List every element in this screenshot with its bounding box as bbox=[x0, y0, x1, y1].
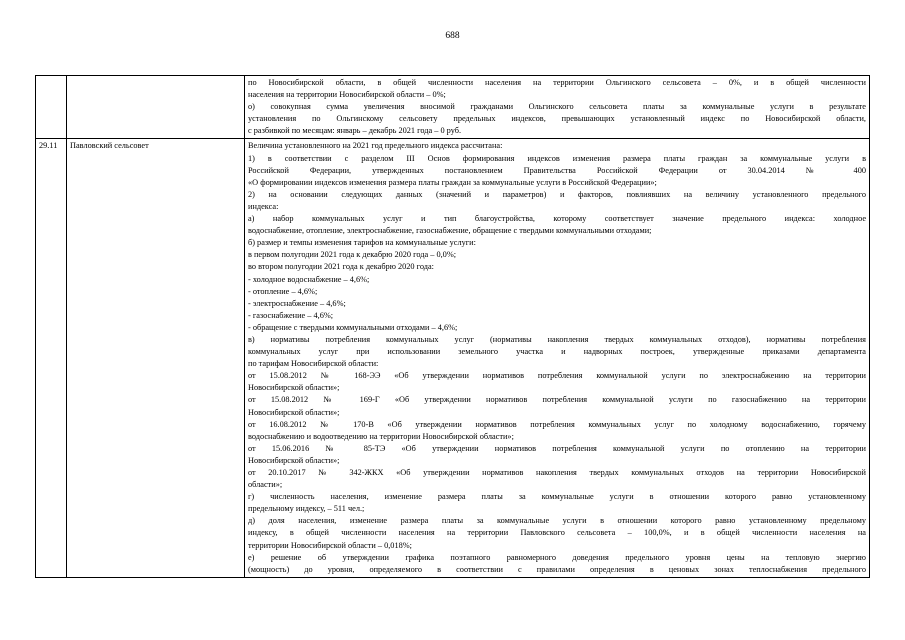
text-line: во втором полугодии 2021 года к декабрю 2020 года: bbox=[248, 262, 434, 272]
text-line: от 20.10.2017 № 342-ЖКХ «Об утверждении нормативов накопления твердых коммунальных отходов на территории Новосибирской bbox=[248, 468, 866, 477]
text-line: г) численность населения, изменение размера платы за коммунальные услуги в отношении которого равно установленному bbox=[248, 492, 866, 502]
text-line: территории Новосибирской области – 0,018%; bbox=[248, 540, 412, 550]
table-row bbox=[36, 76, 870, 139]
text-line: «О формировании индексов изменения размера платы граждан за коммунальные услуги в Российской Федерации»; bbox=[248, 177, 657, 187]
text-line: Новосибирской области»; bbox=[248, 383, 340, 393]
text-line: индекса: bbox=[248, 201, 279, 211]
text-line: водоснабжение, отопление, электроснабжение, газоснабжение, обращение с твердыми коммунальными отходами; bbox=[248, 226, 652, 236]
text-line: от 16.08.2012 № 170-В «Об утверждении нормативов потребления коммунальных услуг по холодному водоснабжению, горячему bbox=[248, 419, 866, 429]
text-line: а) набор коммунальных услуг и тип благоустройства, которому соответствует значение предельного индекса: холодное bbox=[248, 214, 866, 224]
text-line: Новосибирской области»; bbox=[248, 455, 340, 465]
text-line: по тарифам Новосибирской области: bbox=[248, 359, 379, 369]
text-line: о) совокупная сумма увеличения вносимой гражданами Ольгинского сельсовета платы за коммунальные услуги в результате bbox=[248, 102, 866, 112]
description-cell bbox=[245, 139, 870, 577]
text-line: (мощность) до уровня, определяемого в соответствии с правилами определения в ценовых зонах теплоснабжения предельного bbox=[248, 564, 866, 574]
document-table bbox=[35, 75, 870, 578]
text-line: предельному индексу, – 511 чел.; bbox=[248, 504, 365, 514]
text-line: Российской Федерации, утвержденных постановлением Правительства Российской Федерации от 30.04.2014 № 400 bbox=[248, 165, 866, 175]
text-line: б) размер и темпы изменения тарифов на коммунальные услуги: bbox=[248, 238, 476, 248]
text-line: - газоснабжение – 4,6%; bbox=[248, 310, 334, 320]
text-line: 1) в соответствии с разделом III Основ формирования индексов изменения размера платы граждан за коммунальные услуги в bbox=[248, 153, 866, 163]
text-line: в) нормативы потребления коммунальных услуг (нормативы накопления твердых коммунальных отходов), нормативы потребления bbox=[248, 334, 866, 344]
text-line: Новосибирской области»; bbox=[248, 407, 340, 417]
text-line: от 15.08.2012 № 169-Г «Об утверждении нормативов потребления коммунальной услуги по газоснабжению на территории bbox=[248, 395, 866, 405]
text-line: коммунальных услуг при использовании земельного участка и надворных построек, утвержденные приказами департамента bbox=[248, 347, 866, 357]
text-line: д) доля населения, изменение размера платы за коммунальные услуги в отношении которого равно установленному предельному bbox=[248, 516, 866, 526]
text-line: водоснабжению и водоотведению на территории Новосибирской области»; bbox=[248, 431, 514, 441]
row-number-cell bbox=[36, 76, 67, 139]
text-line: е) решение об утверждении графика поэтапного равномерного доведения предельного уровня цены на тепловую энергию bbox=[248, 552, 866, 562]
settlement-name-cell bbox=[67, 76, 245, 139]
text-line: в первом полугодии 2021 года к декабрю 2020 года – 0,0%; bbox=[248, 250, 457, 260]
text-line: с разбивкой по месяцам: январь – декабрь 2021 года – 0 руб. bbox=[248, 126, 462, 136]
text-line: области»; bbox=[248, 480, 283, 490]
text-line: от 15.06.2016 № 85-ТЭ «Об утверждении нормативов потребления коммунальной услуги по отоплению на территории bbox=[248, 443, 866, 453]
table-row bbox=[36, 139, 870, 577]
text-line: от 15.08.2012 № 168-ЭЭ «Об утверждении нормативов потребления коммунальной услуги по электроснабжению на территории bbox=[248, 371, 866, 381]
text-line: - холодное водоснабжение – 4,6%; bbox=[248, 274, 370, 284]
text-line: 2) на основании следующих данных (значений и параметров) и факторов, повлиявших на величину установленного предельного bbox=[248, 189, 866, 199]
text-line: - обращение с твердыми коммунальными отходами – 4,6%; bbox=[248, 322, 458, 332]
text-line: - электроснабжение – 4,6%; bbox=[248, 298, 346, 308]
text-line: по Новосибирской области, в общей численности населения на территории Ольгинского сельсовета – 0%, и в общей численности bbox=[248, 78, 866, 87]
text-line: - отопление – 4,6%; bbox=[248, 286, 318, 296]
row-number-cell: 29.11 bbox=[36, 139, 67, 577]
text-line: населения на территории Новосибирской области – 0%; bbox=[248, 90, 446, 100]
settlement-name-cell: Павловский сельсовет bbox=[67, 139, 245, 577]
page-number: 688 bbox=[445, 31, 460, 41]
text-line: индексу, в общей численности населения на территории Павловского сельсовета – 100,0%, и в общей численности населения на bbox=[248, 528, 866, 538]
text-line: Величина установленного на 2021 год предельного индекса рассчитана: bbox=[248, 141, 503, 151]
description-cell bbox=[245, 76, 870, 139]
text-line: установления по Ольгинскому сельсовету предельных индексов, превышающих установленный индекс по Новосибирской области, bbox=[248, 114, 866, 124]
